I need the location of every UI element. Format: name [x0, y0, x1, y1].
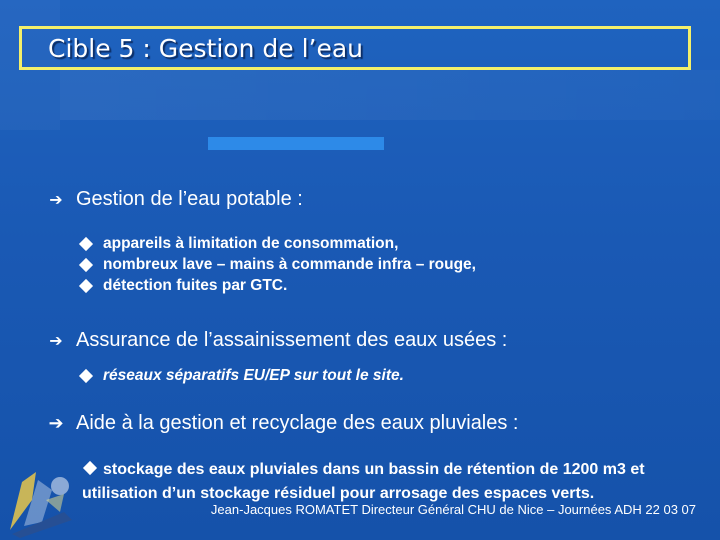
list-item: [78, 233, 476, 254]
list-item: [78, 254, 476, 275]
right-arrow-icon: ➔: [49, 332, 63, 350]
diamond-icon: [79, 278, 93, 292]
section-heading-label: Assurance de l’assainissement des eaux usées :: [76, 329, 508, 351]
list-item: [78, 275, 476, 296]
paragraph-text: stockage des eaux pluviales dans un bassin de rétention de 1200 m3 et utilisation d’un stockage résiduel pour arrosage des espaces verts.: [82, 461, 645, 502]
right-arrow-icon: ➔: [49, 191, 63, 209]
slide-title: Cible 5 : Gestion de l’eau: [48, 34, 364, 63]
footer-credit: Jean-Jacques ROMATET Directeur Général CHU de Nice – Journées ADH 22 03 07: [210, 502, 696, 517]
diamond-icon: [79, 368, 93, 382]
section-heading-eaux-pluviales: [48, 412, 519, 435]
list-item-text: nombreux lave – mains à commande infra – rouge,: [103, 256, 476, 273]
list-item-text: détection fuites par GTC.: [103, 277, 288, 294]
right-arrow-icon: ➔: [48, 413, 64, 433]
diamond-icon: [79, 236, 93, 250]
section-heading-label: Aide à la gestion et recyclage des eaux pluviales :: [76, 412, 519, 434]
diamond-icon: [83, 461, 97, 475]
decorative-accent-bar: [208, 137, 384, 150]
eau-potable-list: [78, 233, 476, 296]
eaux-pluviales-paragraph: [82, 458, 682, 506]
logo-icon: [2, 460, 82, 538]
diamond-icon: [79, 257, 93, 271]
section-heading-eau-potable: [48, 188, 303, 211]
section-heading-assainissement: [48, 329, 507, 352]
list-item: [78, 365, 404, 386]
assainissement-list: [78, 365, 404, 386]
list-item-text: réseaux séparatifs EU/EP sur tout le site.: [103, 367, 404, 384]
section-heading-label: Gestion de l’eau potable :: [76, 188, 303, 210]
list-item-text: appareils à limitation de consommation,: [103, 235, 399, 252]
decorative-band: [60, 70, 720, 120]
